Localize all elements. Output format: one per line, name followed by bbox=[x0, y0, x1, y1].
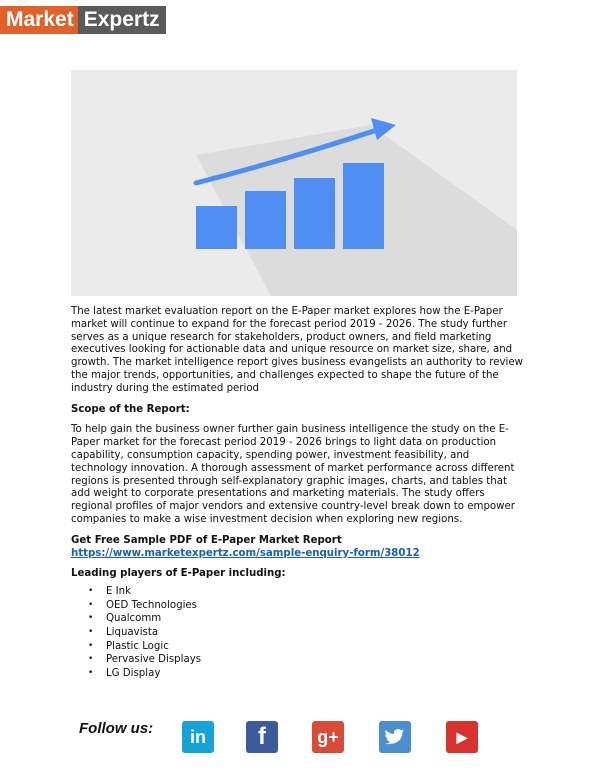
list-item: • Qualcomm bbox=[106, 612, 529, 626]
hero-bar bbox=[196, 206, 237, 249]
twitter-bird-glyph bbox=[385, 729, 405, 745]
youtube-icon[interactable]: ▶ bbox=[446, 721, 478, 753]
sample-link[interactable]: https://www.marketexpertz.com/sample-enquiry-form/38012 bbox=[71, 547, 420, 559]
hero-chart-illustration bbox=[71, 70, 517, 296]
list-item: • E Ink bbox=[106, 585, 529, 599]
hero-bar bbox=[294, 178, 335, 249]
players-heading: Leading players of E-Paper including: bbox=[71, 568, 286, 580]
hero-bar bbox=[343, 163, 384, 249]
list-item: • LG Display bbox=[106, 667, 529, 681]
twitter-icon[interactable] bbox=[379, 721, 411, 753]
sample-heading: Get Free Sample PDF of E-Paper Market Report bbox=[71, 534, 342, 546]
list-item: • Pervasive Displays bbox=[106, 653, 529, 667]
players-list bbox=[71, 585, 529, 680]
report-body bbox=[71, 306, 529, 680]
scope-heading: Scope of the Report: bbox=[71, 403, 190, 415]
hero-bar bbox=[245, 191, 286, 249]
brand-logo[interactable] bbox=[0, 6, 166, 34]
logo-text-market: Market bbox=[0, 6, 78, 34]
intro-paragraph: The latest market evaluation report on the E-Paper market explores how the E-Paper market will continue to expand for the forecast period 2019 - 2026. The study further serves as a unique research for stakeholders, product owners, and field marketing executives looking for actionable data and unique resource on market size, share, and growth. The market intelligence report gives business evangelists an authority to review the major trends, opportunities, and challenges expected to shape the future of the industry during the estimated period bbox=[71, 306, 523, 394]
scope-paragraph: To help gain the business owner further gain business intelligence the study on the E-Paper market for the forecast period 2019 - 2026 brings to light data on production capability, consumption capacity, spending power, investment feasibility, and technology innovation. A thorough assessment of market performance across different regions is presented through self-explanatory graphic images, charts, and tables that add weight to corporate presentations and marketing materials. The study offers regional profiles of major vendors and extensive country-level break down to empower companies to make a wise investment decision when exploring new regions. bbox=[71, 424, 515, 525]
follow-us-label: Follow us: bbox=[79, 720, 154, 737]
logo-text-expertz: Expertz bbox=[78, 6, 166, 34]
facebook-icon[interactable]: f bbox=[246, 721, 278, 753]
list-item: • Liquavista bbox=[106, 626, 529, 640]
growth-chart-graphic bbox=[71, 70, 517, 296]
list-item: • OED Technologies bbox=[106, 599, 529, 613]
google-plus-icon[interactable]: g+ bbox=[312, 721, 344, 753]
list-item: • Plastic Logic bbox=[106, 640, 529, 654]
linkedin-icon[interactable]: in bbox=[182, 721, 214, 753]
